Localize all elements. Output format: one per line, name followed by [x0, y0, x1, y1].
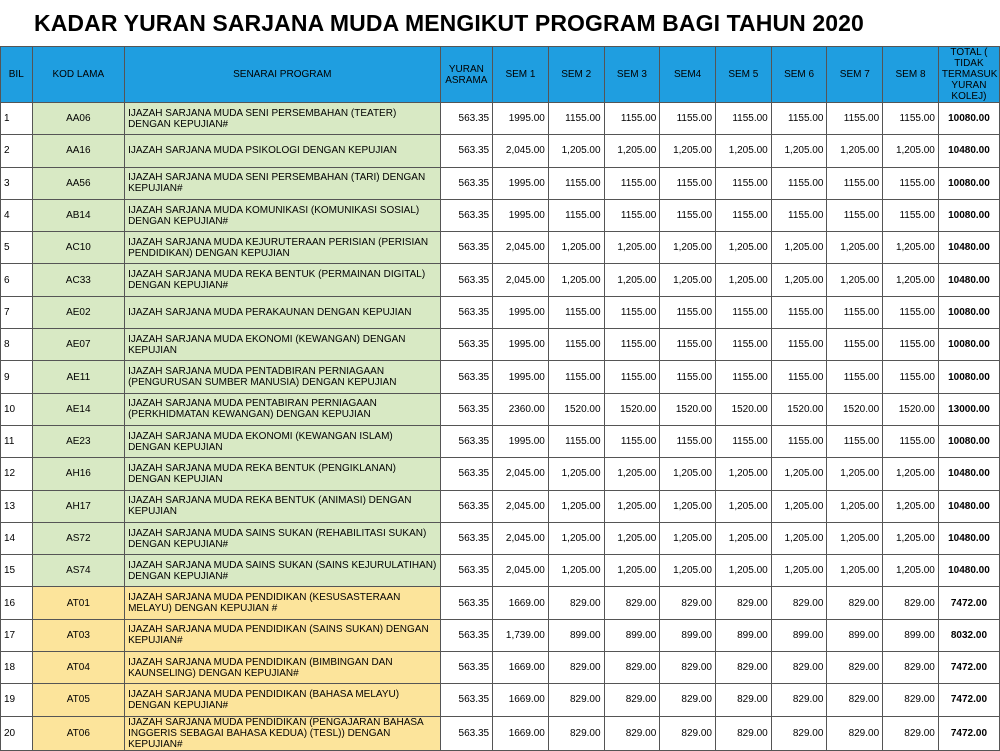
cell-sem-5: 1,205.00 — [716, 264, 772, 296]
cell-sem-8: 1,205.00 — [883, 458, 939, 490]
cell-sem-5: 1155.00 — [716, 167, 772, 199]
cell-sem-7: 1155.00 — [827, 296, 883, 328]
cell-sem-6: 1,205.00 — [771, 522, 827, 554]
cell-sem-3: 1,205.00 — [604, 135, 660, 167]
col-header-senarai-program: SENARAI PROGRAM — [125, 47, 440, 103]
cell-sem-2: 1155.00 — [548, 103, 604, 135]
col-header-sem-3: SEM 3 — [604, 47, 660, 103]
cell-program: IJAZAH SARJANA MUDA SENI PERSEMBAHAN (TARI) DENGAN KEPUJIAN# — [125, 167, 440, 199]
cell-sem-8: 1155.00 — [883, 329, 939, 361]
cell-bil: 5 — [1, 232, 33, 264]
cell-kod-lama: AE11 — [32, 361, 125, 393]
table-row — [1, 458, 1000, 490]
cell-bil: 7 — [1, 296, 33, 328]
cell-sem-5: 1155.00 — [716, 329, 772, 361]
cell-yuran-asrama: 563.35 — [440, 587, 493, 619]
cell-sem-1: 1669.00 — [493, 684, 549, 716]
table-row — [1, 393, 1000, 425]
cell-sem-6: 1155.00 — [771, 361, 827, 393]
cell-sem-2: 1,205.00 — [548, 232, 604, 264]
cell-sem-2: 1,205.00 — [548, 490, 604, 522]
cell-sem-2: 829.00 — [548, 684, 604, 716]
cell-sem-2: 1155.00 — [548, 425, 604, 457]
col-header-bil: BIL — [1, 47, 33, 103]
cell-sem-2: 899.00 — [548, 619, 604, 651]
col-header-total: TOTAL ( TIDAK TERMASUK YURAN KOLEJ) — [938, 47, 999, 103]
cell-bil: 8 — [1, 329, 33, 361]
cell-sem-4: 899.00 — [660, 619, 716, 651]
cell-sem-3: 1,205.00 — [604, 232, 660, 264]
cell-program: IJAZAH SARJANA MUDA SAINS SUKAN (REHABILITASI SUKAN) DENGAN KEPUJIAN# — [125, 522, 440, 554]
cell-sem-5: 1,205.00 — [716, 522, 772, 554]
cell-sem-4: 1155.00 — [660, 199, 716, 231]
cell-sem-3: 1155.00 — [604, 425, 660, 457]
cell-sem-4: 1,205.00 — [660, 522, 716, 554]
cell-total: 10480.00 — [938, 458, 999, 490]
cell-sem-4: 1,205.00 — [660, 490, 716, 522]
cell-sem-5: 1,205.00 — [716, 135, 772, 167]
cell-yuran-asrama: 563.35 — [440, 361, 493, 393]
cell-kod-lama: AT01 — [32, 587, 125, 619]
cell-total: 10480.00 — [938, 555, 999, 587]
table-row — [1, 490, 1000, 522]
cell-yuran-asrama: 563.35 — [440, 264, 493, 296]
cell-total: 10080.00 — [938, 296, 999, 328]
cell-sem-2: 829.00 — [548, 652, 604, 684]
cell-sem-7: 1,205.00 — [827, 232, 883, 264]
cell-kod-lama: AT03 — [32, 619, 125, 651]
cell-sem-1: 2,045.00 — [493, 135, 549, 167]
cell-sem-4: 1,205.00 — [660, 232, 716, 264]
cell-sem-6: 1155.00 — [771, 329, 827, 361]
cell-bil: 10 — [1, 393, 33, 425]
cell-yuran-asrama: 563.35 — [440, 555, 493, 587]
cell-sem-2: 1155.00 — [548, 361, 604, 393]
cell-program: IJAZAH SARJANA MUDA EKONOMI (KEWANGAN ISLAM) DENGAN KEPUJIAN — [125, 425, 440, 457]
cell-yuran-asrama: 563.35 — [440, 619, 493, 651]
cell-sem-1: 2360.00 — [493, 393, 549, 425]
cell-kod-lama: AE14 — [32, 393, 125, 425]
cell-sem-6: 1,205.00 — [771, 135, 827, 167]
cell-sem-4: 1155.00 — [660, 103, 716, 135]
cell-total: 10480.00 — [938, 522, 999, 554]
cell-yuran-asrama: 563.35 — [440, 103, 493, 135]
cell-sem-2: 829.00 — [548, 716, 604, 750]
cell-sem-4: 1,205.00 — [660, 264, 716, 296]
cell-yuran-asrama: 563.35 — [440, 490, 493, 522]
cell-sem-5: 829.00 — [716, 652, 772, 684]
cell-sem-1: 2,045.00 — [493, 522, 549, 554]
page-title: KADAR YURAN SARJANA MUDA MENGIKUT PROGRAM BAGI TAHUN 2020 — [34, 10, 864, 36]
cell-sem-1: 2,045.00 — [493, 555, 549, 587]
cell-bil: 3 — [1, 167, 33, 199]
cell-kod-lama: AE02 — [32, 296, 125, 328]
cell-sem-8: 829.00 — [883, 587, 939, 619]
cell-sem-7: 829.00 — [827, 652, 883, 684]
table-row — [1, 232, 1000, 264]
table-row — [1, 361, 1000, 393]
cell-sem-8: 1155.00 — [883, 167, 939, 199]
cell-sem-6: 1,205.00 — [771, 264, 827, 296]
cell-kod-lama: AH17 — [32, 490, 125, 522]
cell-sem-8: 829.00 — [883, 716, 939, 750]
cell-bil: 15 — [1, 555, 33, 587]
cell-program: IJAZAH SARJANA MUDA PENTADBIRAN PERNIAGAAN (PENGURUSAN SUMBER MANUSIA) DENGAN KEPUJIAN — [125, 361, 440, 393]
cell-sem-8: 1,205.00 — [883, 555, 939, 587]
cell-sem-4: 1155.00 — [660, 167, 716, 199]
cell-sem-4: 1,205.00 — [660, 458, 716, 490]
col-header-yuran-asrama: YURAN ASRAMA — [440, 47, 493, 103]
cell-kod-lama: AA16 — [32, 135, 125, 167]
cell-sem-1: 1669.00 — [493, 716, 549, 750]
cell-sem-4: 829.00 — [660, 716, 716, 750]
cell-sem-2: 1520.00 — [548, 393, 604, 425]
cell-bil: 14 — [1, 522, 33, 554]
cell-yuran-asrama: 563.35 — [440, 522, 493, 554]
cell-sem-7: 1155.00 — [827, 167, 883, 199]
cell-kod-lama: AC10 — [32, 232, 125, 264]
cell-sem-8: 1520.00 — [883, 393, 939, 425]
col-header-sem-2: SEM 2 — [548, 47, 604, 103]
cell-sem-6: 1155.00 — [771, 103, 827, 135]
cell-total: 7472.00 — [938, 587, 999, 619]
cell-sem-4: 1155.00 — [660, 425, 716, 457]
cell-program: IJAZAH SARJANA MUDA REKA BENTUK (ANIMASI) DENGAN KEPUJIAN — [125, 490, 440, 522]
cell-sem-3: 1,205.00 — [604, 264, 660, 296]
cell-sem-3: 1155.00 — [604, 199, 660, 231]
cell-sem-5: 1,205.00 — [716, 490, 772, 522]
cell-sem-7: 1,205.00 — [827, 264, 883, 296]
cell-sem-3: 899.00 — [604, 619, 660, 651]
cell-sem-7: 1,205.00 — [827, 522, 883, 554]
cell-yuran-asrama: 563.35 — [440, 199, 493, 231]
cell-sem-3: 1155.00 — [604, 329, 660, 361]
cell-sem-7: 1155.00 — [827, 199, 883, 231]
cell-total: 7472.00 — [938, 716, 999, 750]
cell-kod-lama: AC33 — [32, 264, 125, 296]
cell-sem-5: 829.00 — [716, 716, 772, 750]
cell-sem-6: 899.00 — [771, 619, 827, 651]
cell-sem-1: 1995.00 — [493, 199, 549, 231]
cell-sem-4: 1155.00 — [660, 361, 716, 393]
cell-kod-lama: AA56 — [32, 167, 125, 199]
cell-sem-2: 1155.00 — [548, 199, 604, 231]
col-header-sem-5: SEM 5 — [716, 47, 772, 103]
cell-sem-6: 1,205.00 — [771, 458, 827, 490]
cell-sem-5: 829.00 — [716, 684, 772, 716]
cell-sem-8: 829.00 — [883, 684, 939, 716]
table-row — [1, 652, 1000, 684]
cell-program: IJAZAH SARJANA MUDA PENDIDIKAN (BIMBINGAN DAN KAUNSELING) DENGAN KEPUJIAN# — [125, 652, 440, 684]
cell-sem-7: 1155.00 — [827, 329, 883, 361]
table-row — [1, 199, 1000, 231]
fee-table-body — [1, 103, 1000, 751]
table-row — [1, 135, 1000, 167]
cell-sem-8: 829.00 — [883, 652, 939, 684]
cell-program: IJAZAH SARJANA MUDA PENDIDIKAN (BAHASA MELAYU) DENGAN KEPUJIAN# — [125, 684, 440, 716]
cell-program: IJAZAH SARJANA MUDA PSIKOLOGI DENGAN KEPUJIAN — [125, 135, 440, 167]
cell-sem-7: 829.00 — [827, 716, 883, 750]
col-header-sem-8: SEM 8 — [883, 47, 939, 103]
cell-yuran-asrama: 563.35 — [440, 684, 493, 716]
cell-sem-3: 1155.00 — [604, 103, 660, 135]
cell-yuran-asrama: 563.35 — [440, 135, 493, 167]
cell-sem-1: 2,045.00 — [493, 232, 549, 264]
cell-total: 10080.00 — [938, 167, 999, 199]
cell-total: 10080.00 — [938, 329, 999, 361]
cell-kod-lama: AE07 — [32, 329, 125, 361]
cell-sem-2: 1155.00 — [548, 296, 604, 328]
cell-sem-4: 1520.00 — [660, 393, 716, 425]
cell-sem-5: 1155.00 — [716, 361, 772, 393]
table-row — [1, 716, 1000, 750]
table-row — [1, 684, 1000, 716]
cell-total: 7472.00 — [938, 652, 999, 684]
cell-total: 10480.00 — [938, 490, 999, 522]
cell-sem-3: 1,205.00 — [604, 458, 660, 490]
cell-sem-7: 1520.00 — [827, 393, 883, 425]
cell-program: IJAZAH SARJANA MUDA EKONOMI (KEWANGAN) DENGAN KEPUJIAN — [125, 329, 440, 361]
table-row — [1, 425, 1000, 457]
cell-bil: 19 — [1, 684, 33, 716]
cell-sem-3: 1,205.00 — [604, 490, 660, 522]
cell-sem-7: 1,205.00 — [827, 490, 883, 522]
cell-bil: 2 — [1, 135, 33, 167]
cell-sem-3: 1155.00 — [604, 167, 660, 199]
cell-kod-lama: AA06 — [32, 103, 125, 135]
cell-sem-7: 1,205.00 — [827, 135, 883, 167]
col-header-sem-4: SEM4 — [660, 47, 716, 103]
header-row — [1, 47, 1000, 103]
cell-sem-3: 829.00 — [604, 652, 660, 684]
cell-sem-5: 1,205.00 — [716, 555, 772, 587]
table-row — [1, 619, 1000, 651]
table-row — [1, 296, 1000, 328]
cell-total: 10080.00 — [938, 361, 999, 393]
cell-yuran-asrama: 563.35 — [440, 167, 493, 199]
cell-kod-lama: AT06 — [32, 716, 125, 750]
cell-total: 10480.00 — [938, 264, 999, 296]
cell-program: IJAZAH SARJANA MUDA PENDIDIKAN (KESUSASTERAAN MELAYU) DENGAN KEPUJIAN # — [125, 587, 440, 619]
cell-program: IJAZAH SARJANA MUDA REKA BENTUK (PERMAINAN DIGITAL) DENGAN KEPUJIAN# — [125, 264, 440, 296]
cell-sem-6: 1520.00 — [771, 393, 827, 425]
cell-sem-2: 1,205.00 — [548, 264, 604, 296]
cell-sem-1: 2,045.00 — [493, 458, 549, 490]
cell-kod-lama: AE23 — [32, 425, 125, 457]
cell-sem-1: 1669.00 — [493, 652, 549, 684]
cell-bil: 4 — [1, 199, 33, 231]
cell-total: 8032.00 — [938, 619, 999, 651]
cell-sem-5: 1155.00 — [716, 199, 772, 231]
cell-sem-1: 1995.00 — [493, 329, 549, 361]
cell-sem-1: 1995.00 — [493, 425, 549, 457]
cell-sem-5: 1155.00 — [716, 103, 772, 135]
cell-program: IJAZAH SARJANA MUDA PENDIDIKAN (SAINS SUKAN) DENGAN KEPUJIAN# — [125, 619, 440, 651]
cell-yuran-asrama: 563.35 — [440, 652, 493, 684]
cell-sem-3: 1,205.00 — [604, 522, 660, 554]
cell-sem-5: 1,205.00 — [716, 458, 772, 490]
cell-sem-8: 1155.00 — [883, 103, 939, 135]
cell-yuran-asrama: 563.35 — [440, 393, 493, 425]
cell-sem-1: 2,045.00 — [493, 490, 549, 522]
cell-sem-4: 829.00 — [660, 587, 716, 619]
cell-sem-2: 829.00 — [548, 587, 604, 619]
table-row — [1, 587, 1000, 619]
cell-sem-5: 1155.00 — [716, 425, 772, 457]
cell-sem-7: 829.00 — [827, 684, 883, 716]
cell-sem-4: 829.00 — [660, 652, 716, 684]
cell-sem-7: 1,205.00 — [827, 555, 883, 587]
cell-sem-6: 1155.00 — [771, 199, 827, 231]
cell-sem-3: 1155.00 — [604, 296, 660, 328]
cell-sem-4: 1155.00 — [660, 329, 716, 361]
cell-bil: 1 — [1, 103, 33, 135]
cell-kod-lama: AS74 — [32, 555, 125, 587]
table-row — [1, 103, 1000, 135]
cell-sem-8: 1,205.00 — [883, 232, 939, 264]
cell-sem-8: 1155.00 — [883, 296, 939, 328]
cell-sem-2: 1,205.00 — [548, 555, 604, 587]
cell-sem-5: 1155.00 — [716, 296, 772, 328]
cell-yuran-asrama: 563.35 — [440, 716, 493, 750]
fee-table — [0, 46, 1000, 751]
cell-sem-6: 829.00 — [771, 716, 827, 750]
cell-sem-6: 829.00 — [771, 587, 827, 619]
cell-sem-5: 1,205.00 — [716, 232, 772, 264]
cell-sem-1: 1,739.00 — [493, 619, 549, 651]
cell-kod-lama: AT04 — [32, 652, 125, 684]
cell-total: 10480.00 — [938, 232, 999, 264]
cell-yuran-asrama: 563.35 — [440, 425, 493, 457]
table-row — [1, 167, 1000, 199]
cell-program: IJAZAH SARJANA MUDA REKA BENTUK (PENGIKLANAN) DENGAN KEPUJIAN — [125, 458, 440, 490]
cell-sem-7: 1155.00 — [827, 425, 883, 457]
cell-sem-3: 1155.00 — [604, 361, 660, 393]
cell-bil: 12 — [1, 458, 33, 490]
cell-sem-3: 829.00 — [604, 684, 660, 716]
cell-sem-2: 1,205.00 — [548, 135, 604, 167]
cell-sem-8: 1155.00 — [883, 199, 939, 231]
cell-total: 7472.00 — [938, 684, 999, 716]
cell-sem-6: 1155.00 — [771, 167, 827, 199]
col-header-sem-6: SEM 6 — [771, 47, 827, 103]
cell-sem-4: 1,205.00 — [660, 555, 716, 587]
cell-bil: 20 — [1, 716, 33, 750]
cell-program: IJAZAH SARJANA MUDA SAINS SUKAN (SAINS KEJURULATIHAN) DENGAN KEPUJIAN# — [125, 555, 440, 587]
cell-yuran-asrama: 563.35 — [440, 329, 493, 361]
cell-program: IJAZAH SARJANA MUDA PENTABIRAN PERNIAGAAN (PERKHIDMATAN KEWANGAN) DENGAN KEPUJIAN — [125, 393, 440, 425]
cell-sem-6: 1,205.00 — [771, 555, 827, 587]
col-header-kod-lama: KOD LAMA — [32, 47, 125, 103]
table-row — [1, 555, 1000, 587]
cell-sem-2: 1,205.00 — [548, 458, 604, 490]
cell-total: 13000.00 — [938, 393, 999, 425]
cell-sem-6: 1,205.00 — [771, 490, 827, 522]
cell-sem-1: 2,045.00 — [493, 264, 549, 296]
cell-sem-7: 1155.00 — [827, 103, 883, 135]
cell-sem-6: 1155.00 — [771, 425, 827, 457]
cell-sem-2: 1155.00 — [548, 167, 604, 199]
cell-yuran-asrama: 563.35 — [440, 232, 493, 264]
cell-program: IJAZAH SARJANA MUDA KEJURUTERAAN PERISIAN (PERISIAN PENDIDIKAN) DENGAN KEPUJIAN — [125, 232, 440, 264]
cell-yuran-asrama: 563.35 — [440, 296, 493, 328]
cell-sem-4: 1,205.00 — [660, 135, 716, 167]
cell-bil: 6 — [1, 264, 33, 296]
cell-sem-3: 1,205.00 — [604, 555, 660, 587]
table-row — [1, 264, 1000, 296]
cell-sem-8: 1,205.00 — [883, 264, 939, 296]
cell-sem-3: 829.00 — [604, 716, 660, 750]
cell-bil: 9 — [1, 361, 33, 393]
cell-sem-6: 829.00 — [771, 684, 827, 716]
cell-total: 10080.00 — [938, 199, 999, 231]
cell-program: IJAZAH SARJANA MUDA SENI PERSEMBAHAN (TEATER) DENGAN KEPUJIAN# — [125, 103, 440, 135]
table-row — [1, 329, 1000, 361]
cell-total: 10080.00 — [938, 103, 999, 135]
cell-sem-8: 1,205.00 — [883, 135, 939, 167]
cell-sem-8: 1155.00 — [883, 425, 939, 457]
cell-sem-4: 829.00 — [660, 684, 716, 716]
cell-sem-3: 1520.00 — [604, 393, 660, 425]
cell-bil: 13 — [1, 490, 33, 522]
cell-sem-8: 1155.00 — [883, 361, 939, 393]
cell-sem-5: 1520.00 — [716, 393, 772, 425]
cell-sem-1: 1995.00 — [493, 296, 549, 328]
cell-sem-8: 1,205.00 — [883, 522, 939, 554]
cell-total: 10480.00 — [938, 135, 999, 167]
col-header-sem-7: SEM 7 — [827, 47, 883, 103]
cell-sem-7: 1,205.00 — [827, 458, 883, 490]
cell-sem-2: 1,205.00 — [548, 522, 604, 554]
cell-sem-3: 829.00 — [604, 587, 660, 619]
cell-sem-5: 829.00 — [716, 587, 772, 619]
cell-kod-lama: AS72 — [32, 522, 125, 554]
col-header-sem-1: SEM 1 — [493, 47, 549, 103]
cell-sem-1: 1669.00 — [493, 587, 549, 619]
cell-sem-6: 1,205.00 — [771, 232, 827, 264]
cell-sem-7: 829.00 — [827, 587, 883, 619]
cell-sem-6: 1155.00 — [771, 296, 827, 328]
cell-sem-5: 899.00 — [716, 619, 772, 651]
cell-sem-8: 1,205.00 — [883, 490, 939, 522]
cell-sem-6: 829.00 — [771, 652, 827, 684]
cell-sem-4: 1155.00 — [660, 296, 716, 328]
cell-bil: 18 — [1, 652, 33, 684]
cell-sem-8: 899.00 — [883, 619, 939, 651]
cell-kod-lama: AH16 — [32, 458, 125, 490]
cell-sem-1: 1995.00 — [493, 167, 549, 199]
cell-kod-lama: AT05 — [32, 684, 125, 716]
cell-kod-lama: AB14 — [32, 199, 125, 231]
cell-yuran-asrama: 563.35 — [440, 458, 493, 490]
cell-bil: 17 — [1, 619, 33, 651]
cell-program: IJAZAH SARJANA MUDA PERAKAUNAN DENGAN KEPUJIAN — [125, 296, 440, 328]
cell-total: 10080.00 — [938, 425, 999, 457]
cell-program: IJAZAH SARJANA MUDA KOMUNIKASI (KOMUNIKASI SOSIAL) DENGAN KEPUJIAN# — [125, 199, 440, 231]
table-row — [1, 522, 1000, 554]
cell-sem-1: 1995.00 — [493, 361, 549, 393]
cell-sem-1: 1995.00 — [493, 103, 549, 135]
cell-program: IJAZAH SARJANA MUDA PENDIDIKAN (PENGAJARAN BAHASA INGGERIS SEBAGAI BAHASA KEDUA) (TESL)) DENGAN KEPUJIAN# — [125, 716, 440, 750]
cell-bil: 16 — [1, 587, 33, 619]
cell-sem-7: 899.00 — [827, 619, 883, 651]
cell-bil: 11 — [1, 425, 33, 457]
cell-sem-7: 1155.00 — [827, 361, 883, 393]
cell-sem-2: 1155.00 — [548, 329, 604, 361]
